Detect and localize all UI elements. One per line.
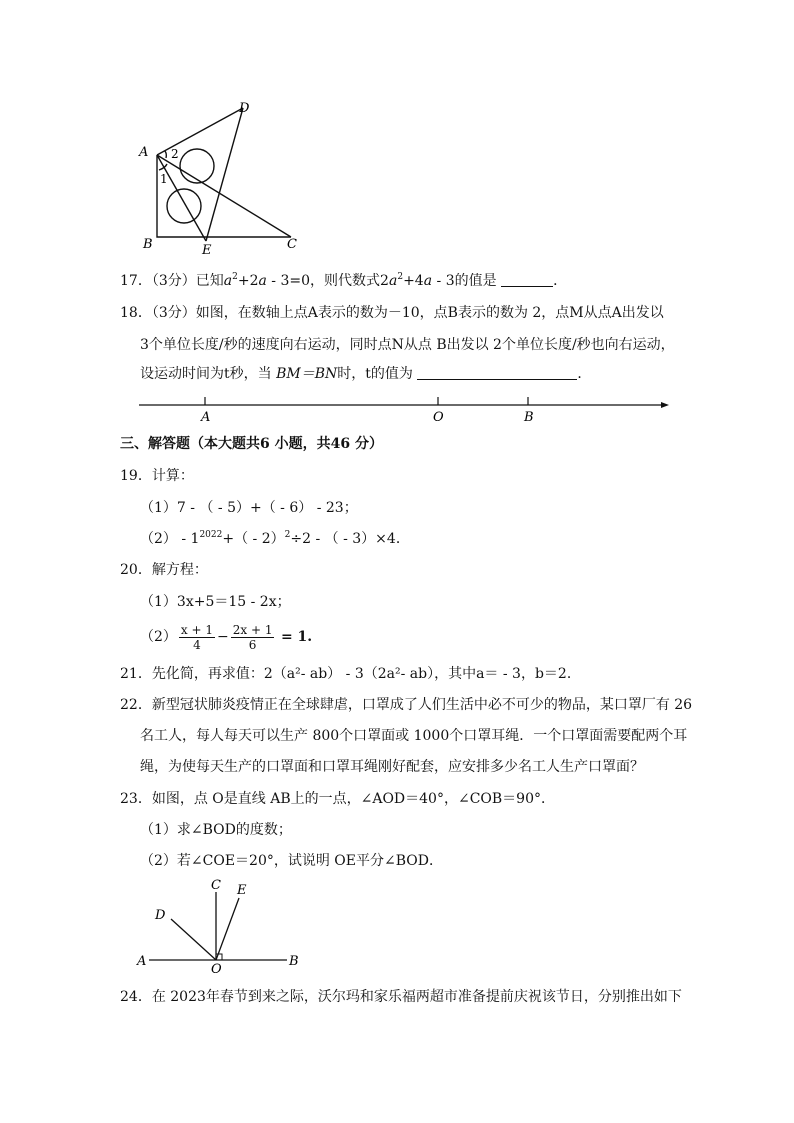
label-E: E bbox=[202, 243, 212, 258]
q21-number: 21． bbox=[120, 666, 152, 682]
minus-sign: − bbox=[217, 629, 229, 645]
q18-answer-blank[interactable] bbox=[417, 365, 577, 380]
question-24 bbox=[120, 987, 682, 1007]
question-18-line1 bbox=[120, 303, 664, 323]
q17-text: 已知 bbox=[195, 273, 224, 289]
q20-number: 20． bbox=[120, 562, 152, 578]
circle-lower bbox=[167, 189, 201, 223]
label-A: A bbox=[201, 410, 211, 425]
q18-text-line3a: 设运动时间为t秒，当 bbox=[140, 366, 277, 382]
q19-part2-b: +（ - 2） bbox=[222, 531, 285, 547]
q22-text-line1: 新型冠状肺炎疫情正在全球肆虐，口罩成了人们生活中必不可少的物品，某口罩厂有 26 bbox=[151, 697, 693, 713]
geometry-figure-angles bbox=[133, 876, 313, 974]
label-B: B bbox=[143, 237, 153, 252]
question-18-line2 bbox=[140, 335, 675, 355]
q20-part2-label: （2） bbox=[140, 629, 177, 645]
label-D: D bbox=[155, 908, 166, 923]
q24-number: 24． bbox=[120, 989, 152, 1005]
label-C: C bbox=[211, 878, 221, 893]
label-A: A bbox=[139, 145, 149, 160]
q19-part2-a: （2） - 1 bbox=[140, 531, 200, 547]
q18-text-line3c: 时，t的值为 bbox=[337, 366, 418, 382]
number-line bbox=[135, 392, 675, 426]
label-angle-1: 1 bbox=[160, 172, 168, 186]
q17-period: ． bbox=[553, 273, 568, 289]
q18-number: 18． bbox=[120, 305, 152, 321]
ray-OD bbox=[171, 919, 216, 960]
angle-arc-2 bbox=[165, 151, 166, 158]
q18-text-line1: （3分）如图，在数轴上点A表示的数为－10，点B表示的数为 2，点M从点A出发以 bbox=[151, 305, 664, 321]
line-AC bbox=[157, 155, 291, 237]
q20-heading: 解方程： bbox=[151, 562, 208, 578]
q19-number: 19． bbox=[120, 468, 152, 484]
q20-part1: （1）3x+5＝15 - 2x； bbox=[140, 594, 291, 610]
question-20 bbox=[120, 560, 208, 580]
q19-part2 bbox=[140, 529, 410, 549]
q19-exponent-2: 2 bbox=[284, 530, 291, 540]
q24-text: 在 2023年春节到来之际，沃尔玛和家乐福两超市准备提前庆祝该节日，分别推出如下 bbox=[151, 989, 682, 1005]
q17-answer-blank[interactable] bbox=[501, 272, 553, 287]
q19-part2-c: ÷2 - （ - 3）×4． bbox=[290, 531, 410, 547]
label-angle-2: 2 bbox=[171, 147, 179, 161]
fraction-1-numerator: x + 1 bbox=[180, 622, 214, 637]
q17-expr-end: - 3 bbox=[432, 273, 455, 289]
label-O: O bbox=[433, 410, 444, 425]
label-B: B bbox=[289, 954, 299, 969]
q18-period: ． bbox=[577, 366, 592, 382]
q17-text-tail: 的值是 bbox=[454, 273, 497, 289]
label-E: E bbox=[237, 883, 247, 898]
fraction-1-denominator: 4 bbox=[193, 637, 201, 652]
line-AD bbox=[157, 108, 243, 155]
fraction-1 bbox=[179, 623, 215, 652]
q17-eq-part: 2 bbox=[249, 273, 259, 289]
q23-part2: （2）若∠COE＝20°，试说明 OE平分∠BOD． bbox=[140, 853, 443, 869]
q17-expr-coef: 2 bbox=[380, 273, 389, 289]
question-18-line3 bbox=[140, 364, 591, 384]
q18-text-line2: 3个单位长度/秒的速度向右运动，同时点N从点 B出发以 2个单位长度/秒也向右运动， bbox=[140, 337, 675, 353]
label-D: D bbox=[239, 101, 250, 116]
question-19 bbox=[120, 466, 194, 486]
label-O: O bbox=[211, 962, 222, 974]
q20-rhs: = 1. bbox=[280, 629, 313, 645]
q17-score: （3分） bbox=[151, 273, 196, 289]
q23-text: 如图，点 O是直线 AB上的一点，∠AOD＝40°，∠COB＝90°． bbox=[151, 791, 555, 807]
q19-heading: 计算： bbox=[151, 468, 194, 484]
geometry-figure-triangles bbox=[135, 98, 305, 258]
question-17: 17．（3分）已知$a^2+2a - 3=0$，则代数式$2a^2+4a - 3$的值是 ． bbox=[120, 272, 568, 289]
q21-text: 先化简，再求值：2（a²- ab） - 3（2a²- ab），其中a＝ - 3，b＝2． bbox=[151, 666, 581, 682]
q17-number: 17． bbox=[120, 273, 152, 289]
question-21 bbox=[120, 664, 581, 684]
q22-text-line2: 名工人，每人每天可以生产 800个口罩面或 1000个口罩耳绳．一个口罩面需要配两个耳 bbox=[140, 728, 688, 744]
fraction-2-numerator: 2x + 1 bbox=[232, 622, 273, 637]
q23-part1: （1）求∠BOD的度数； bbox=[140, 822, 292, 838]
q20-part2 bbox=[140, 622, 312, 652]
q19-exponent-2022: 2022 bbox=[199, 530, 223, 540]
fraction-2-denominator: 6 bbox=[248, 637, 257, 652]
question-22-line1 bbox=[120, 695, 692, 715]
q17-eq-rest: =0，则代数式 bbox=[289, 273, 381, 289]
section-3-title: 三、解答题（本大题共6 小题，共46 分） bbox=[120, 436, 383, 452]
question-23 bbox=[120, 789, 555, 809]
fraction-2 bbox=[231, 623, 275, 652]
label-B: B bbox=[524, 410, 534, 425]
q19-part1: （1）7 - （ - 5）+（ - 6） - 23； bbox=[140, 500, 358, 516]
q17-expr-mid: +4 bbox=[403, 273, 424, 289]
arrow-right-icon bbox=[661, 402, 669, 408]
label-A: A bbox=[137, 954, 147, 969]
circle-upper bbox=[180, 149, 214, 183]
q22-number: 22． bbox=[120, 697, 152, 713]
ray-OE bbox=[216, 898, 239, 960]
q18-condition: BM＝BN bbox=[276, 366, 338, 382]
q23-number: 23． bbox=[120, 791, 152, 807]
label-C: C bbox=[287, 237, 297, 252]
q22-text-line3: 绳，为使每天生产的口罩面和口罩耳绳刚好配套，应安排多少名工人生产口罩面？ bbox=[140, 759, 644, 775]
